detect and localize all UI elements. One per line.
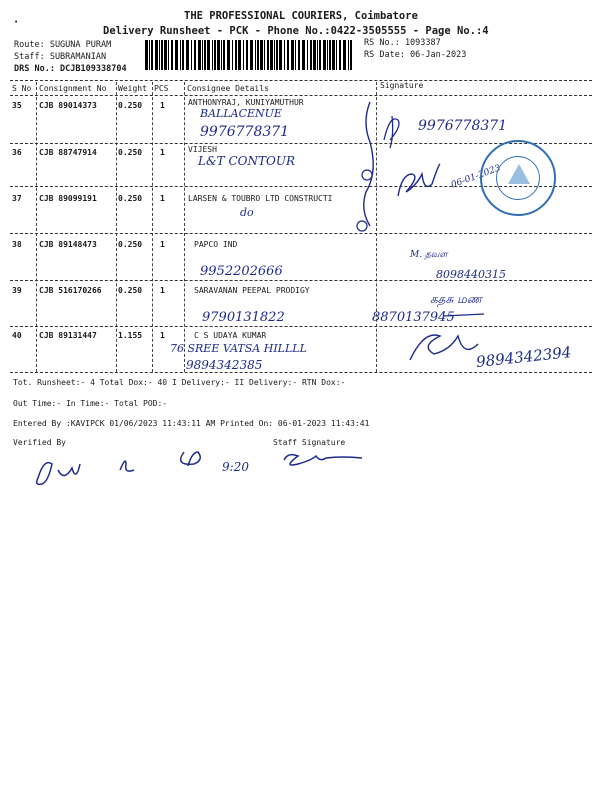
company-title: THE PROFESSIONAL COURIERS, Coimbatore xyxy=(184,10,418,22)
row-pcs: 1 xyxy=(160,194,165,203)
row-consignment-no: CJB 89148473 xyxy=(39,240,97,249)
col-header-signature: Signature xyxy=(380,81,424,90)
row-pcs: 1 xyxy=(160,240,165,249)
runsheet-subtitle: Delivery Runsheet - PCK - Phone No.:0422-3505555 - Page No.:4 xyxy=(103,25,489,37)
row-consignee: SARAVANAN PEEPAL PRODIGY xyxy=(194,286,310,295)
row-consignment-no: CJB 89131447 xyxy=(39,331,97,340)
col-header-pcs: PCS xyxy=(154,84,169,93)
row-weight: 1.155 xyxy=(118,331,143,340)
totals-line: Tot. Runsheet:- 4 Total Dox:- 40 I Delivery:- II Delivery:- RTN Dox:- xyxy=(13,378,346,387)
circle-mark xyxy=(362,170,372,180)
staff-signature-mark xyxy=(120,452,200,471)
corner-mark: • xyxy=(14,18,19,26)
row-sno: 35 xyxy=(12,101,22,110)
row-consignment-no: CJB 89014373 xyxy=(39,101,97,110)
row-pcs: 1 xyxy=(160,286,165,295)
verified-by-label: Verified By xyxy=(13,438,66,447)
staff-signature-mark xyxy=(284,455,362,465)
rs-number: RS No.: 1093387 xyxy=(364,38,441,48)
handwritten-time: 9:20 xyxy=(222,460,249,474)
drs-number: DRS No.: DCJB109338704 xyxy=(14,64,127,74)
staff-label: Staff: SUBRAMANIAN xyxy=(14,52,107,62)
entered-by-line: Entered By :KAVIPCK 01/06/2023 11:43:11 AM Printed On: 06-01-2023 11:43:41 xyxy=(13,419,370,428)
handwritten-phone: 9976778371 xyxy=(200,124,290,140)
handwritten-signature-phone: 9894342394 xyxy=(475,343,573,371)
handwritten-tamil-signature: கதசு மண xyxy=(430,292,483,306)
row-consignee: C S UDAYA KUMAR xyxy=(194,331,267,340)
handwritten-phone: 9952202666 xyxy=(200,264,283,279)
row-sno: 39 xyxy=(12,286,22,295)
stamp-logo xyxy=(508,164,530,184)
handwritten-signature-phone: 8870137945 xyxy=(372,310,455,325)
handwritten-phone: 9790131822 xyxy=(202,310,285,325)
rs-date: RS Date: 06-Jan-2023 xyxy=(364,50,467,60)
row-weight: 0.250 xyxy=(118,240,143,249)
times-line: Out Time:- In Time:- Total POD:- xyxy=(13,399,168,408)
row-sno: 38 xyxy=(12,240,22,249)
col-header-consignee: Consignee Details xyxy=(187,84,269,93)
handwritten-signature-phone: 9976778371 xyxy=(418,118,508,134)
route-label: Route: SUGUNA PURAM xyxy=(14,40,112,50)
row-consignment-no: CJB 516170266 xyxy=(39,286,102,295)
col-header-consignment: Consignment No xyxy=(39,84,107,93)
row-weight: 0.250 xyxy=(118,194,143,203)
row-consignment-no: CJB 88747914 xyxy=(39,148,97,157)
company-stamp xyxy=(480,140,556,216)
verified-signature-mark xyxy=(37,463,80,485)
handwritten-address: 76 SREE VATSA HILLLL xyxy=(170,342,307,355)
row-sno: 40 xyxy=(12,331,22,340)
row-sno: 37 xyxy=(12,194,22,203)
signature-mark xyxy=(410,335,478,360)
row-pcs: 1 xyxy=(160,101,165,110)
row-pcs: 1 xyxy=(160,331,165,340)
handwritten-address: L&T CONTOUR xyxy=(198,154,295,168)
staff-signature-label: Staff Signature xyxy=(273,438,346,447)
row-weight: 0.250 xyxy=(118,148,143,157)
handwritten-ditto: do xyxy=(240,206,254,219)
row-consignment-no: CJB 89099191 xyxy=(39,194,97,203)
bracket-mark xyxy=(364,102,373,226)
handwritten-phone: 9894342385 xyxy=(186,358,263,372)
circle-mark xyxy=(357,221,367,231)
handwritten-date: 06-01-2023 xyxy=(449,163,503,191)
signature-mark xyxy=(398,164,440,196)
row-consignee: VIJESH xyxy=(188,145,217,154)
row-weight: 0.250 xyxy=(118,101,143,110)
row-consignee: LARSEN & TOUBRO LTD CONSTRUCTI xyxy=(188,194,333,203)
handwritten-signature-phone: 8098440315 xyxy=(436,268,506,281)
row-sno: 36 xyxy=(12,148,22,157)
handwritten-address: BALLACENUE xyxy=(200,107,282,120)
row-consignee: ANTHONYRAJ, KUNIYAMUTHUR xyxy=(188,98,304,107)
underline-mark xyxy=(444,314,484,316)
row-pcs: 1 xyxy=(160,148,165,157)
col-header-sno: S No xyxy=(12,84,32,93)
row-consignee: PAPCO IND xyxy=(194,240,238,249)
row-weight: 0.250 xyxy=(118,286,143,295)
col-header-weight: Weight xyxy=(118,84,147,93)
handwritten-tamil-name: M. தவள xyxy=(410,250,448,260)
signature-mark xyxy=(384,116,399,148)
